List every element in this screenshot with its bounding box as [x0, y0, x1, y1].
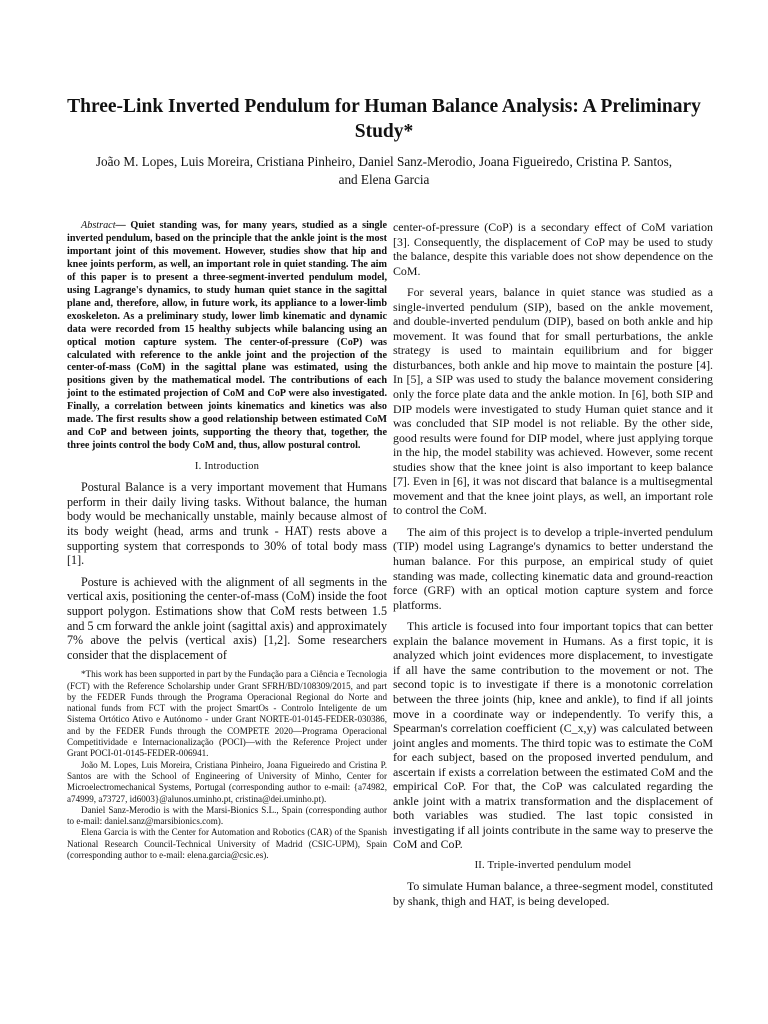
affiliation-footnote-car: Elena Garcia is with the Center for Automation and Robotics (CAR) of the Spanish National Research Council-Technical University of Madrid (CSIC-UPM), Spain (corresponding author to e-mail: elena.garcia@csic.es).: [67, 827, 387, 861]
affiliation-footnote-marsi: Daniel Sanz-Merodio is with the Marsi-Bionics S.L., Spain (corresponding author to e-mail: daniel.sanz@marsibionics.com).: [67, 804, 387, 827]
abstract-dash: —: [115, 220, 131, 231]
intro-paragraph-2: Posture is achieved with the alignment of all segments in the vertical axis, positioning the center-of-mass (CoM) inside the foot support polygon. Estimations show that CoM rests between 1.5 and 5 cm forward the ankle joint (sagittal axis) and approximately 7% above the pelvis (vertical axis) [1,2]. Some researchers consider that the displacement of: [67, 574, 387, 662]
intro-paragraph-6: This article is focused into four important topics that can better explain the balance movement in Humans. As a first topic, it is analyzed which joint evidences more displacement, to investigate if all have the same contribution to the movement or not. The second topic is to investigate if there is a monotonic correlation between the three joints (hip, knee and ankle), to find if all joints move in a coordinate way or independently. To verify this, a Spearman's correlation coefficient (C_x,y) was calculated between joint angles and moments. The third topic was to estimate the CoM for each subject, based on the proposed inverted pendulum, and ascertain if exists a correlation between the estimated CoM and the empirical CoP. For that, the CoP was calculated regarding the ankle joint with a matrix transformation and the displacement of both variables was studied. The last topic consisted in investigating if all joints contribute in the same way to preserve the CoM and CoP.: [393, 619, 713, 852]
right-column: [393, 220, 713, 915]
intro-paragraph-5: The aim of this project is to develop a triple-inverted pendulum (TIP) model using Lagrange's dynamics to better understand the human balance. For this purpose, an empirical study of quiet standing was made, collecting kinematic data and ground-reaction force (GRF) with an optical motion capture system and force platforms.: [393, 524, 713, 612]
abstract: [67, 220, 387, 453]
left-column: [67, 220, 387, 861]
funding-footnote: *This work has been supported in part by the Fundação para a Ciência e Tecnologia (FCT) with the Reference Scholarship under Grant SFRH/BD/108309/2015, and part by the FEDER Funds through the Programa Operacional Regional do Norte and national funds from FCT with the project SmartOs - Controlo Inteligente de um Sistema Ortótico Ativo e Autónomo - under Grant NORTE-01-0145-FEDER-030386, and by the FEDER Funds through the COMPETE 2020—Programa Operacional Competitividade e Internacionalização (POCI)—with the Reference Project under Grant POCI-01-0145-FEDER-006941.: [67, 669, 387, 759]
affiliation-footnote-minho: João M. Lopes, Luis Moreira, Cristiana Pinheiro, Joana Figueiredo and Cristina P. Santos are with the School of Engineering of University of Minho, Center for Microelectromechanical Systems, Portugal (corresponding author to e-mail: {a74982, a74999, a73727, id6003}@alunos.uminho.pt, cristina@dei.uminho.pt).: [67, 759, 387, 804]
intro-paragraph-3: center-of-pressure (CoP) is a secondary effect of CoM variation [3]. Consequently, the displacement of CoP may be used to study the balance, despite this variable does not show dependence on the CoM.: [393, 220, 713, 278]
footnotes: [67, 669, 387, 861]
model-paragraph-1: To simulate Human balance, a three-segment model, constituted by shank, thigh and HAT, is being developed.: [393, 878, 713, 908]
paper-title: Three-Link Inverted Pendulum for Human Balance Analysis: A Preliminary Study*: [67, 96, 701, 142]
abstract-lead: Abstract: [81, 220, 116, 231]
intro-paragraph-1: Postural Balance is a very important movement that Humans perform in their daily living tasks. Without balance, the human body would be mechanically unstable, mainly because almost of its body weight (head, arms and trunk - HAT) rests above a supporting system that corresponds to 30% of total body mass [1].: [67, 480, 387, 568]
intro-paragraph-4: For several years, balance in quiet stance was studied as a single-inverted pendulum (SIP), based on the ankle movement, and double-inverted pendulum (DIP), based on both ankle and hip movement. It was found that for small perturbations, the ankle strategy is used to maintain equilibrium and for bigger disturbances, both ankle and hip move to maintain the posture [4]. In [5], a SIP was used to study the balance movement considering only the force plate data and the ankle motion. In [6], both SIP and DIP models were investigated to study Human quiet stance and it was concluded that SIP model is not reliable. By the other side, good results were found for DIP model, where just applying torque in the hip, the model stability was achieved. However, some recent studies show that the knee joint is also important to keep balance [7]. Even in [6], it was not discard that balance is a multisegmental movement and that the knee joint plays, as well, an important role to control the CoM.: [393, 285, 713, 518]
abstract-text: Quiet standing was, for many years, studied as a single inverted pendulum, based on the principle that the ankle joint is the most important joint of this movement. However, studies show that hip and knee joints perform, as well, an important role in quiet standing. The aim of this paper is to present a three-segment-inverted pendulum model, using Lagrange's dynamics, to study human quiet stance in the sagittal plane and, therefore, allow, in future work, its appliance to a lower-limb exoskeleton. As a preliminary study, lower limb kinematic and dynamic data were recorded from 15 healthy subjects while balancing using an optical motion capture system. The center-of-pressure (CoP) was calculated with reference to the ankle joint and the projection of the center-of-mass (CoM) in the sagittal plane was estimated, using the positions given by the mathematical model. The contributions of each joint to the estimated projection of CoM and CoP were also investigated. Finally, a correlation between joints kinematics and kinetics was also made. The first results show a good relationship between estimated CoM and CoP and between joints, supporting the theory that, together, the three joints control the body CoM and, thus, allow postural control.: [67, 220, 388, 452]
author-list: João M. Lopes, Luis Moreira, Cristiana Pinheiro, Daniel Sanz-Merodio, Joana Figueiredo, Cristina P. Santos, and Elena Garcia: [95, 154, 673, 187]
section-heading-model: II. Triple-inverted pendulum model: [474, 859, 632, 871]
section-heading-introduction: I. Introduction: [194, 461, 260, 473]
